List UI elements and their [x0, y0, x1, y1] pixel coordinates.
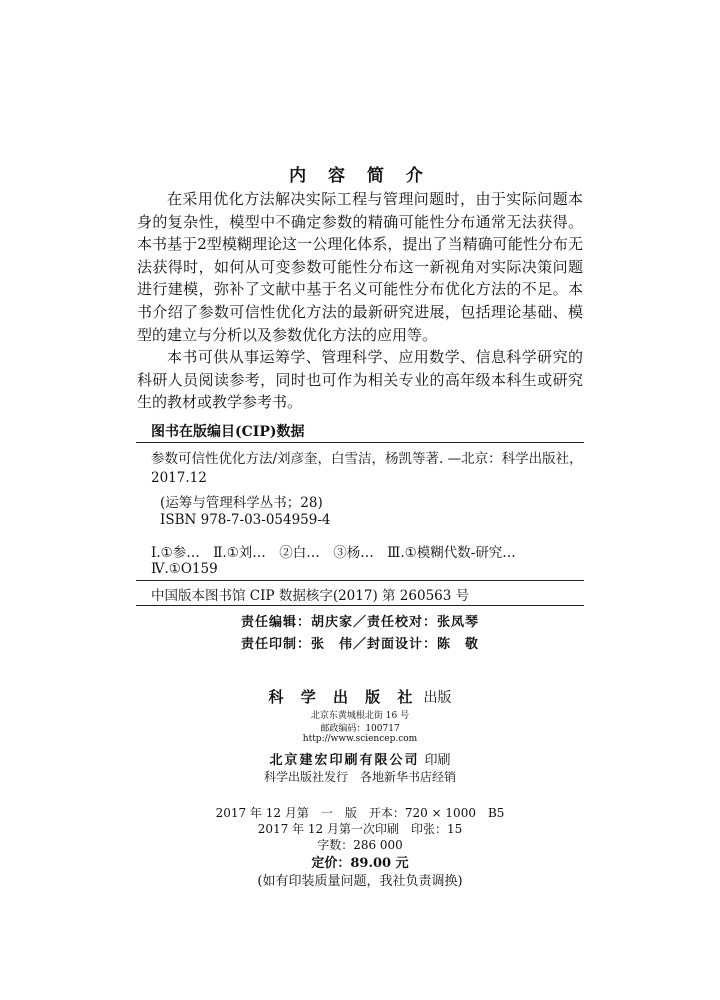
- publisher-address: 北京东黄城根北街 16 号: [310, 711, 410, 721]
- price: 定价：89.00 元: [311, 856, 409, 871]
- cip-series: (运筹与管理科学丛书；28): [160, 495, 323, 511]
- cip-classification: Ⅰ.①参… Ⅱ.①刘… ②白… ③杨… Ⅲ.①模糊代数-研究…: [151, 545, 516, 561]
- word-count: 字数：286 000: [317, 838, 403, 852]
- printer-line: [0, 749, 720, 768]
- printer-suffix: 印刷: [424, 753, 451, 768]
- cip-record: 中国版本图书馆 CIP 数据核字(2017) 第 260563 号: [151, 588, 470, 604]
- cip-classification: Ⅳ.①O159: [151, 561, 218, 577]
- staff-editors: 责任编辑：胡庆家／责任校对：张凤琴: [240, 615, 479, 630]
- intro-body: [137, 188, 583, 414]
- cip-heading: 图书在版编目(CIP)数据: [151, 424, 305, 440]
- edition-info: 2017 年 12 月第 一 版 开本：720 × 1000 B5: [215, 806, 505, 820]
- cip-isbn: ISBN 978-7-03-054959-4: [160, 512, 331, 528]
- cip-bottom-rule: [136, 605, 584, 606]
- cip-top-rule: [136, 442, 584, 443]
- intro-paragraph: 本书可供从事运筹学、管理科学、应用数学、信息科学研究的科研人员阅读参考，同时也可作为相关专业的高年级本科生或研究生的教材或教学参考书。: [137, 348, 583, 412]
- distribution: 科学出版社发行 各地新华书店经销: [263, 770, 456, 784]
- cip-mid-rule: [136, 580, 584, 581]
- intro-heading: 内 容 简 介: [289, 166, 431, 186]
- intro-paragraph: 在采用优化方法解决实际工程与管理问题时，由于实际问题本身的复杂性，模型中不确定参数的精确可能性分布通常无法获得。本书基于2型模糊理论这一公理化体系，提出了当精确可能性分布无法获得时，如何从可变参数可能性分布这一新视角对实际决策问题进行建模，弥补了文献中基于名义可能性分布优化方法的不足。本书介绍了参数可信性优化方法的最新研究进展，包括理论基础、模型的建立与分析以及参数优化方法的应用等。: [137, 190, 583, 344]
- publisher-postcode: 邮政编码：100717: [320, 724, 400, 734]
- impression-info: 2017 年 12 月第一次印刷 印张：15: [257, 822, 463, 836]
- publisher-suffix: 出版: [423, 690, 452, 706]
- printer-name: 北京建宏印刷有限公司: [269, 753, 420, 768]
- cip-line: 参数可信性优化方法/刘彦奎，白雪洁，杨凯等著. —北京：科学出版社，: [151, 451, 583, 467]
- cip-line: 2017.12: [151, 470, 207, 486]
- staff-printing: 责任印制：张 伟／封面设计：陈 敬: [240, 637, 479, 652]
- publisher-website: http://www.sciencep.com: [302, 734, 418, 744]
- publisher-line: [0, 686, 720, 707]
- quality-notice: (如有印装质量问题，我社负责调换): [257, 874, 463, 889]
- publisher-name: 科 学 出 版 社: [268, 688, 419, 706]
